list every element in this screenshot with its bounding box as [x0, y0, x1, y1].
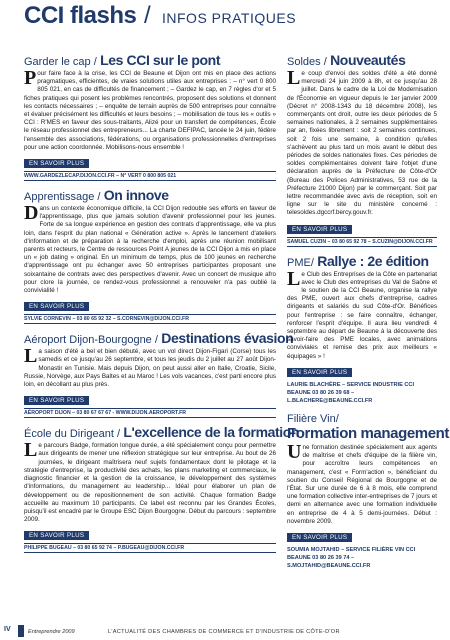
section-category: PME/	[287, 256, 314, 269]
section-text: e coup d'envoi des soldes d'été a été donné mercredi 24 juin 2009 à 8h, et ce jusqu'au 28 juillet. Dans le cadre de la Loi de Modernisation de l'Économie en vigueur depuis le 1er janvier 2009 (Décret n° 2008-1343 du 18 décembre 2008), les commerçants ont droit, outre les deux périodes de 5 semaines nationales, à 2 semaines supplémentaires par an, fixées librement : soit 2 semaines continues, soit 2 fois une semaine, à condition qu'elles s'achèvent au plus tard un mois avant le début des périodes de soldes nationales fixes. Ces périodes de soldes complémentaires doivent faire l'objet d'une déclaration auprès de la Préfecture de Côte-d'Or (Bureau des Polices Administratives, 53 rue de la Préfecture 21000 Dijon) par le commerçant. Soit par lettre recommandée avec avis de réception, soit en ligne sur le site du ministère concerné : telesoldes.dgccrf.bercy.gouv.fr.	[287, 70, 437, 217]
section-soldes	[287, 52, 437, 247]
contact-line: LAURIE BLACHÈRE – SERVICE INDUSTRIE CCI BEAUNE 03 80 26 39 68 – L.BLACHERE@BEAUNE.CCI.FR	[287, 381, 415, 404]
left-column	[24, 52, 300, 559]
section-dirigeant	[24, 424, 300, 553]
section-body	[24, 67, 276, 152]
contact-line: AÉROPORT DIJON – 03 80 67 67 67 - WWW.DIJON.AEROPORT.FR	[24, 408, 276, 418]
drop-cap: D	[24, 202, 39, 225]
section-title	[24, 187, 276, 203]
section-name: Nouveautés	[330, 52, 406, 68]
section-text: ans un contexte économique difficile, la CCI Dijon redouble ses efforts en faveur de l'apprentissage, plus que jamais solution d'avenir professionnel pour les jeunes. Forte de sa longue expérience en gestion des contrats d'apprentissage, elle va plus loin, dans l'esprit du plan national « Génération active ». Après le lancement d'ateliers d'information et de préparation à la recherche d'emploi, après une réunion mobilisant parents et recteurs, le Centre de ressources Point A jeunes de la CCI Dijon a mis en place un « job dating » original. En un minimum de temps, plus de 100 jeunes en recherche d'apprentissage ont pu échanger avec 50 entreprises participantes proposant une soixantaine de contrats avec des perspectives d'avenir. Avec un concert de musique afro pour clore la journée, ce rendez-vous professionnel a renouveler n'a pas oublié la convivialité !	[24, 205, 276, 295]
section-body	[287, 267, 437, 361]
section-category: Filière Vin/	[287, 412, 339, 425]
section-filiere	[287, 411, 450, 570]
section-text: ne formation destinée spécialement aux agents de maîtrise et chefs d'équipe de la filière vin, pour accroître leurs compétences en management, c'est « Form'action », bénéficiant du soutien du Conseil Régional de Bourgogne et de l'État. Sur une durée de 6 à 8 mois, elle comprend une formation collective inter-entreprises de 7 jours et demi en alternance avec une formation individuelle en entreprise de 4 à 5 demi-journées. Début : novembre 2009.	[287, 443, 437, 525]
section-name: L'excellence de la formation	[123, 424, 300, 441]
section-text: our faire face à la crise, les CCI de Beaune et Dijon ont mis en place des actions pragmatiques, efficientes, de vraies solutions utiles aux entreprises : – n° vert 0 800 805 021, en cas de difficultés de financement ; – Gardez le cap, en 7 règles d'or et 5 fiches pratiques qui posent les problèmes rencontrés, proposent des solutions et donnent les contacts nécessaires ; – enquête de terrain auprès de 500 entreprises pour connaître et évaluer précisément les difficultés et leurs besoins ; – mobilisation de tous les « outils » CCI : R'MES en faveur des sous-traitants, Alizé pour un transfert de compétences, École le réseau professionnel des entrepreneurs... La charte DEFIPAC, lancée le 24 juin, fédère l'ensemble des associations, fédérations, ou organisations professionnelles d'entreprises pour une action coordonnée. Mobilisons-nous ensemble !	[24, 70, 276, 151]
section-text: e parcours Badge, formation longue durée, a été spécialement conçu pour permettre aux dirigeants de mener une réflexion stratégique sur leur entreprise. Au bout de 26 journées, le dirigeant maîtrisera neuf sujets fondamentaux dont le pilotage et la stratégie d'entreprise, la productivité des achats, les plans marketing et commerciaux, le diagnostic financier et la gestion de la croissance, le développement des systèmes d'informations, du management au leadership... Idéal pour élaborer un plan de développement ou de repositionnement de son activité. Chaque formation Badge accueille au maximum 10 participants. Ce label est reconnu par les Grandes Écoles, puisqu'il est encadré par le Groupe ESC Dijon Bourgogne. Début du parcours : septembre 2009.	[24, 442, 276, 524]
section-category: Aéroport Dijon-Bourgogne /	[24, 334, 158, 347]
drop-cap: L	[287, 267, 301, 290]
contact-line: WWW.GARDEZLECAP.DIJON.CCI.FR – N° VERT 0 800 805 021	[24, 171, 276, 181]
savoir-plus-button[interactable]: EN SAVOIR PLUS	[287, 533, 352, 542]
section-title	[287, 253, 437, 269]
savoir-plus-button[interactable]: EN SAVOIR PLUS	[287, 368, 352, 377]
drop-cap: U	[287, 440, 302, 463]
section-cap	[24, 52, 276, 181]
contact-line: SYLVIE CORNEVIN – 03 80 65 92 32 – S.CORNEVIN@DIJON.CCI.FR	[24, 314, 276, 324]
section-title	[287, 411, 450, 442]
page-footer	[0, 620, 450, 640]
page-header	[0, 0, 450, 40]
savoir-plus-button[interactable]: EN SAVOIR PLUS	[24, 159, 89, 168]
page-title: CCI flashs	[24, 2, 137, 29]
page-number: IV	[4, 626, 11, 633]
section-title	[287, 52, 437, 68]
savoir-plus-button[interactable]: EN SAVOIR PLUS	[24, 396, 89, 405]
section-category: Soldes /	[287, 56, 327, 68]
section-body	[24, 202, 276, 295]
right-column	[287, 52, 450, 576]
section-body	[287, 440, 437, 526]
section-title	[24, 52, 276, 68]
section-title	[24, 330, 294, 347]
drop-cap: L	[287, 67, 301, 89]
section-name: Les CCI sur le pont	[100, 52, 221, 68]
footer-text: L'ACTUALITÉ DES CHAMBRES DE COMMERCE ET D'INDUSTRIE DE CÔTE-D'OR	[108, 629, 340, 635]
section-pme	[287, 253, 437, 405]
section-name: Rallye : 2e édition	[317, 252, 429, 269]
section-body	[24, 345, 276, 389]
section-name: Destinations évasion	[161, 330, 294, 347]
savoir-plus-button[interactable]: EN SAVOIR PLUS	[287, 225, 352, 234]
contact-line: SOUMIA MOJTAHID – SERVICE FILIÈRE VIN CCI BEAUNE 03 80 26 39 74 – S.MOJTAHID@BEAUNE.CCI.FR	[287, 546, 416, 569]
section-title	[24, 424, 300, 441]
title-slash: /	[144, 2, 151, 29]
drop-cap: L	[24, 439, 38, 462]
section-text: a saison d'été a bel et bien débuté, avec un vol direct Dijon-Figari (Corse) tous les samedis et ce jusqu'au 26 septembre, et tous les jeudis du 2 juillet au 27 août Dijon-Monastir en Tunisie. Mais depuis Dijon, on peut aussi aller en Italie, Croatie, Sicile, Russie, Norvège, aux Pays Baltes et au Maroc ! Les vols vacances, c'est parti encore plus loin, en décollant au plus près.	[24, 348, 276, 389]
section-name: Formation management	[287, 424, 450, 442]
section-body	[287, 67, 437, 218]
savoir-plus-button[interactable]: EN SAVOIR PLUS	[24, 531, 89, 540]
section-category: Garder le cap /	[24, 56, 97, 68]
publication-name: Entreprendre 2009	[28, 629, 75, 635]
section-aeroport	[24, 330, 294, 418]
drop-cap: P	[24, 67, 37, 89]
contact-line: SAMUEL CUZIN – 03 80 65 92 78 – S.CUZIN@DIJON.CCI.FR	[287, 237, 437, 247]
contact-line: PHILIPPE BUGEAU – 03 80 65 92 74 – P.BUGEAU@DIJON.CCI.FR	[24, 543, 276, 553]
footer-bar	[18, 625, 24, 637]
section-apprentissage	[24, 187, 276, 324]
section-body	[24, 439, 276, 524]
section-name: On innove	[103, 187, 169, 204]
page-subtitle: INFOS PRATIQUES	[162, 10, 297, 26]
section-text: e Club des Entreprises de la Côte en partenariat avec le Club des entreprises du Val de Saône et le soutien de la CCI Beaune, organise la rallye des PME, ouvert aux chefs d'entreprise, cadres dirigeants et salariés du sud Côte-d'Or. Bénéfices pour l'entreprise : se faire connaître, échanger, renforcer l'esprit d'équipe. Il aura lieu vendredi 4 septembre au départ de Beaune à la découverte des savoir-faire des PME locales, avec animations conviviales et remise des prix aux meilleurs « équipages » !	[287, 270, 437, 360]
section-category: Apprentissage /	[24, 191, 101, 204]
section-category: École du Dirigeant /	[24, 428, 120, 441]
drop-cap: L	[24, 345, 38, 368]
savoir-plus-button[interactable]: EN SAVOIR PLUS	[24, 302, 89, 311]
